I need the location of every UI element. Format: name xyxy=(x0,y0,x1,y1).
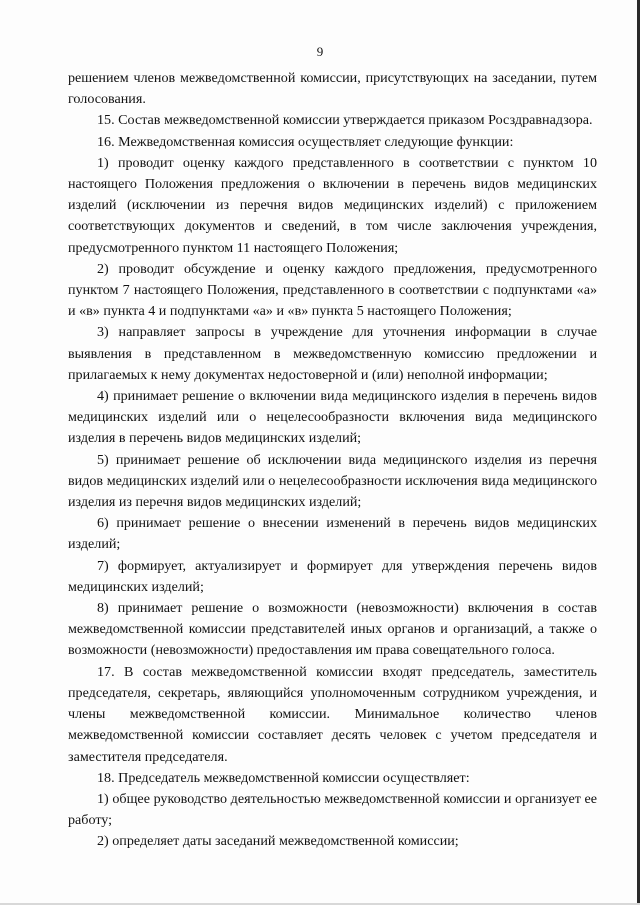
paragraph-18: 18. Председатель межведомственной комиссии осуществляет: xyxy=(97,769,470,786)
document-body xyxy=(68,68,597,853)
paragraph-16-item-8: 8) принимает решение о возможности (невозможности) включения в состав межведомственной комиссии представителей иных органов и организаций, а также о возможности (невозможности) предоставления им права совещательного голоса. xyxy=(68,600,597,659)
paragraph-16-item-5: 5) принимает решение об исключении вида медицинского изделия из перечня видов медицинских изделий или о нецелесообразности исключения вида медицинского изделия из перечня видов медицинских изделий; xyxy=(68,451,597,511)
page-number: 9 xyxy=(316,44,324,59)
paragraph-16-item-7: 7) формирует, актуализирует и формирует для утверждения перечень видов медицинских изделий; xyxy=(68,557,597,595)
paragraph-continuation: решением членов межведомственной комиссии, присутствующих на заседании, путем голосования. xyxy=(68,70,597,108)
paragraph-16-item-6: 6) принимает решение о внесении изменений в перечень видов медицинских изделий; xyxy=(68,515,597,553)
paragraph-16-item-2: 2) проводит обсуждение и оценку каждого предложения, предусмотренного пунктом 7 настоящего Положения, представленного в соответствии с подпунктами «а» и «в» пункта 4 и подпунктами «а» и «в» пункта 5 настоящего Положения; xyxy=(68,260,597,320)
paragraph-16: 16. Межведомственная комиссия осуществляет следующие функции: xyxy=(97,133,514,150)
paragraph-16-item-4: 4) принимает решение о включении вида медицинского изделия в перечень видов медицинских изделий или о нецелесообразности включения вида медицинского изделия в перечень видов медицинских изделий; xyxy=(68,388,597,447)
paragraph-16-item-3: 3) направляет запросы в учреждение для уточнения информации в случае выявления в представленном в межведомственную комиссию предложении и прилагаемых к нему документах недостоверной и (или) неполной информации; xyxy=(68,324,597,383)
paragraph-16-item-1: 1) проводит оценку каждого представленного в соответствии с пунктом 10 настоящего Положения предложения о включении в перечень видов медицинских изделий (исключении из перечня видов медицинских изделий) с приложением соответствующих документов и сведений, в том числе заключения учреждения, предусмотренного пунктом 11 настоящего Положения; xyxy=(68,154,597,256)
paragraph-17: 17. В состав межведомственной комиссии входят председатель, заместитель председателя, секретарь, являющийся уполномоченным сотрудником учреждения, и члены межведомственной комиссии. Минимальное количество членов межведомственной комиссии составляет десять человек с учетом председателя и заместителя председателя. xyxy=(68,663,597,765)
paragraph-18-item-2: 2) определяет даты заседаний межведомственной комиссии; xyxy=(97,833,459,850)
paragraph-15: 15. Состав межведомственной комиссии утверждается приказом Росздравнадзора. xyxy=(97,112,593,129)
paragraph-18-item-1: 1) общее руководство деятельностью межведомственной комиссии и организует ее работу; xyxy=(68,790,597,829)
